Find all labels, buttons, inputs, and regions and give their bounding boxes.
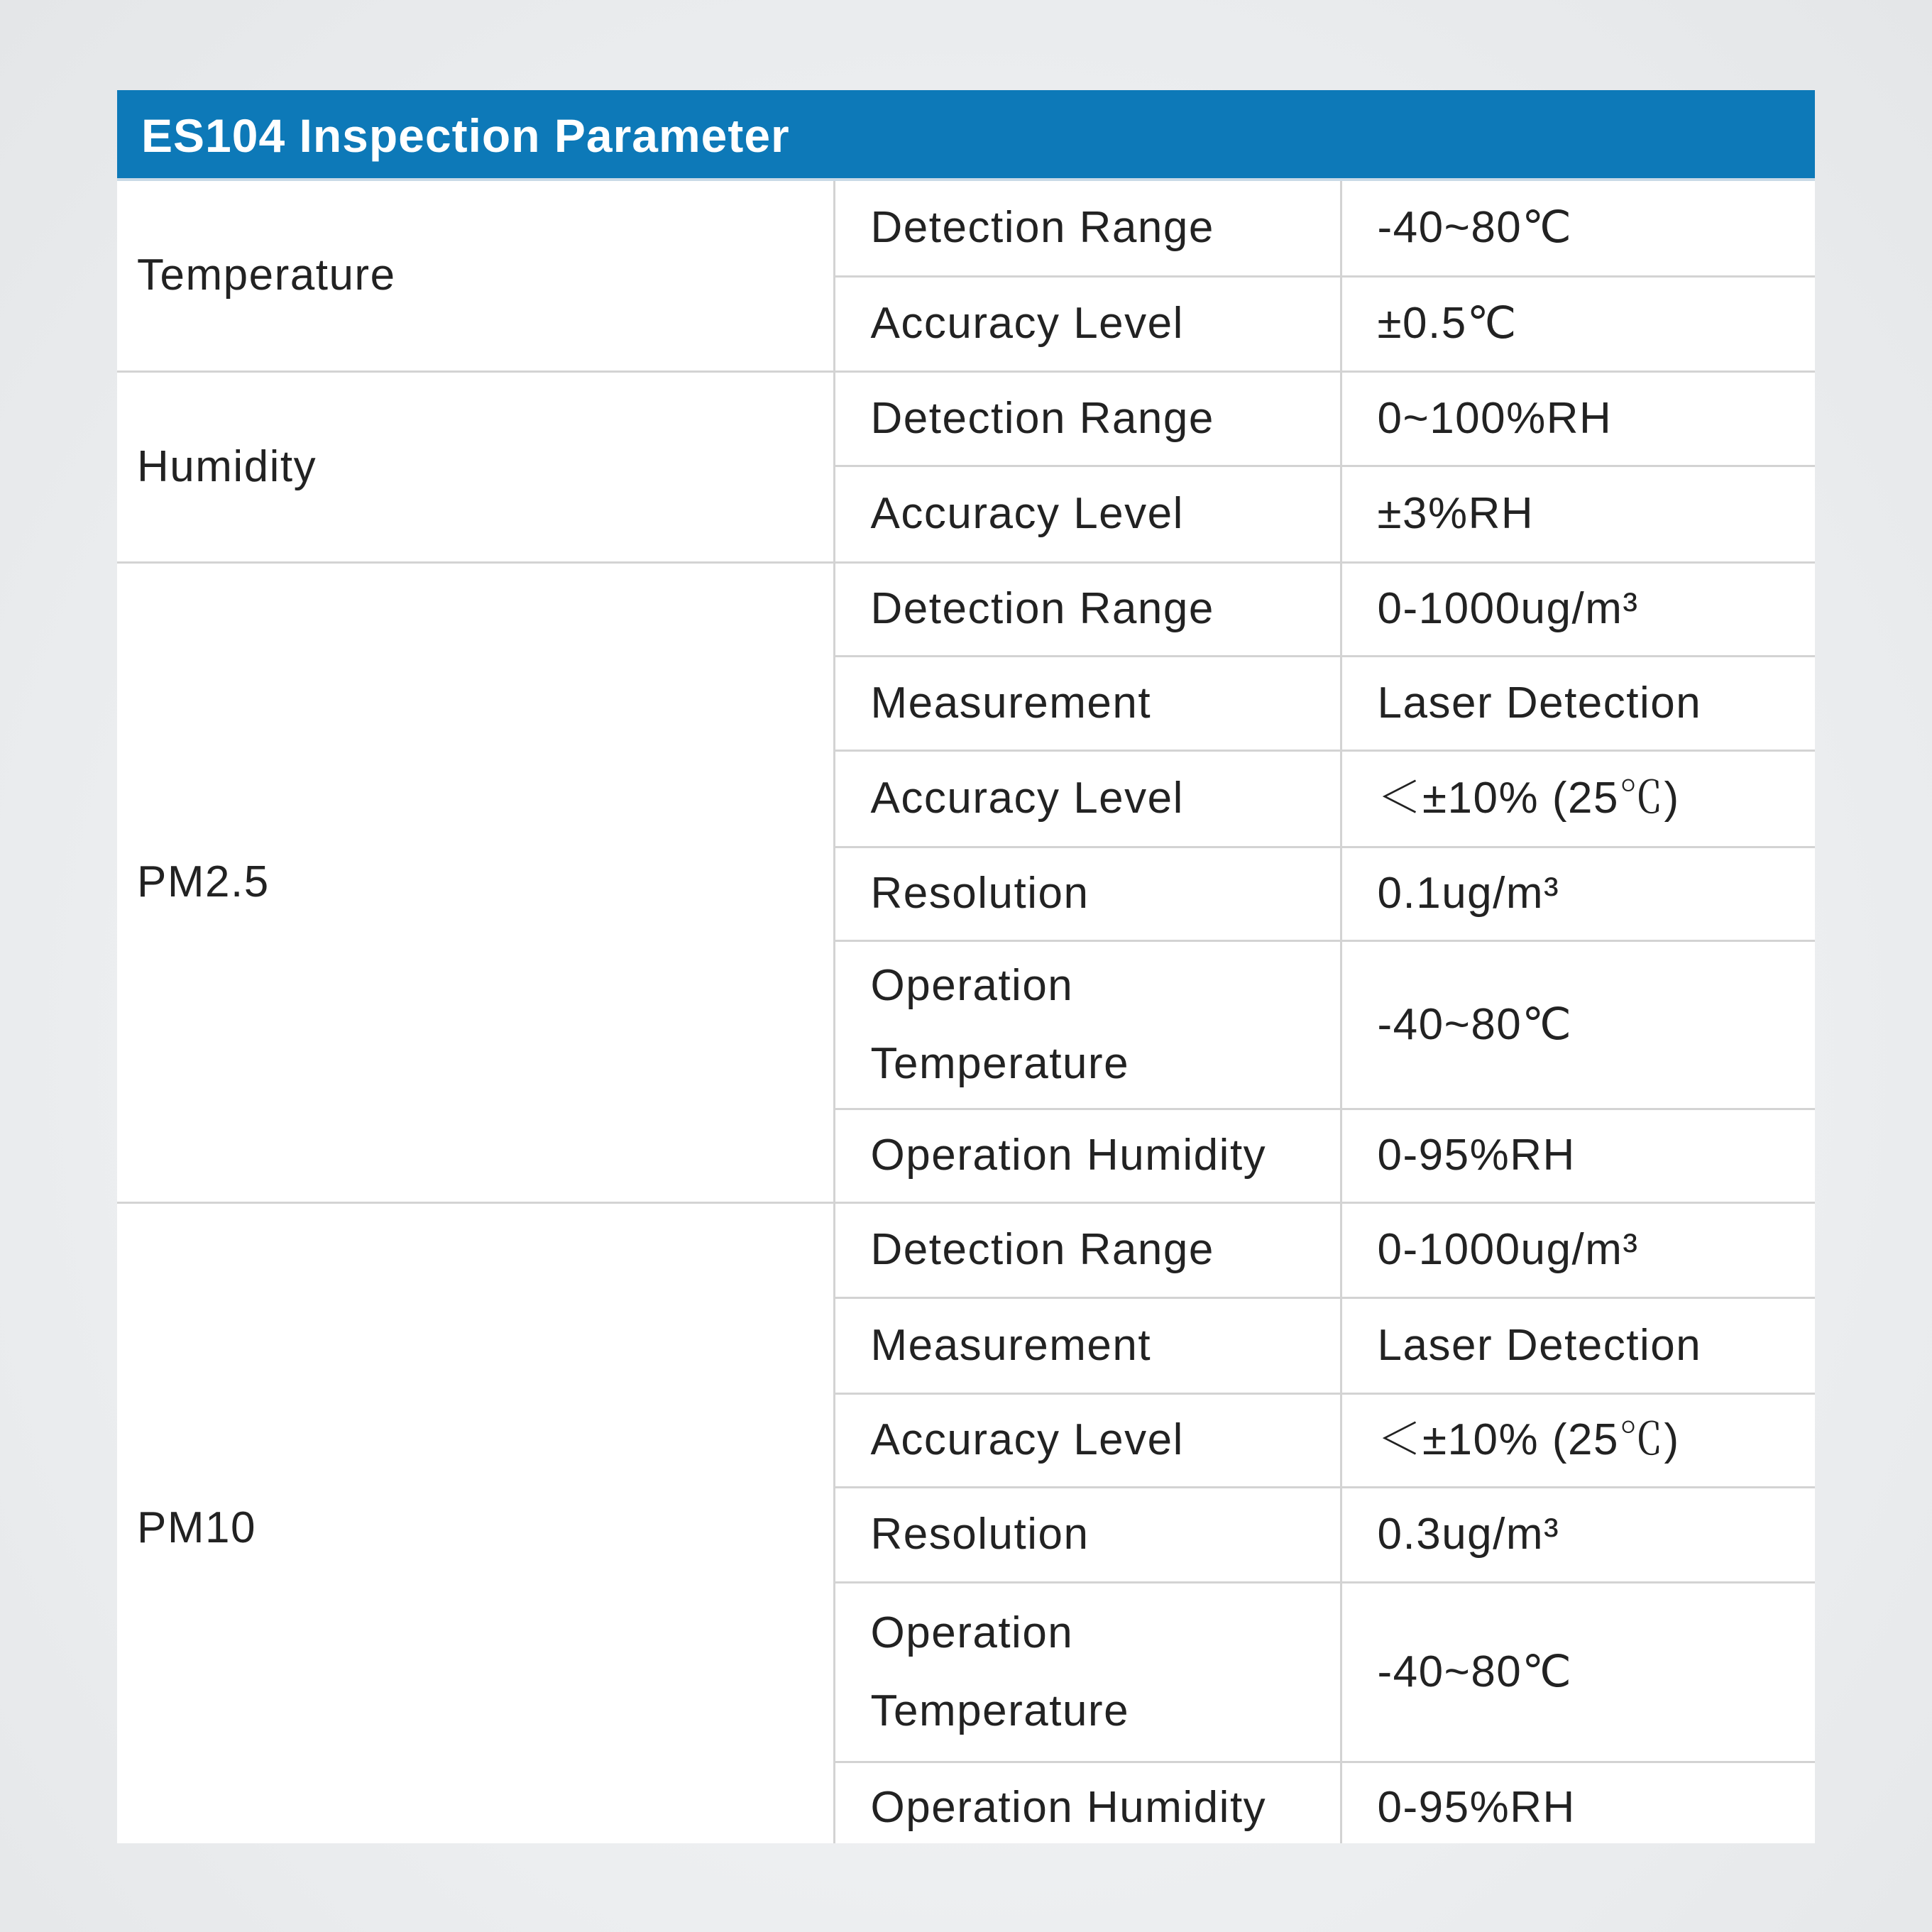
parameter-value: Laser Detection (1341, 1297, 1815, 1393)
table-title: ES104 Inspection Parameter (117, 90, 1815, 181)
parameter-value: -40~80℃ (1341, 940, 1815, 1109)
parameter-value: -40~80℃ (1341, 1582, 1815, 1762)
parameter-label: Detection Range (834, 181, 1341, 276)
parameter-value: ＜±10% (25℃) (1341, 750, 1815, 847)
parameter-value: 0-95%RH (1341, 1762, 1815, 1843)
table-row (117, 1202, 1815, 1297)
table-row (117, 181, 1815, 276)
parameter-value: 0.3ug/m³ (1341, 1487, 1815, 1582)
parameter-label: Measurement (834, 656, 1341, 750)
parameter-label: Accuracy Level (834, 276, 1341, 371)
parameter-value: 0~100%RH (1341, 371, 1815, 466)
parameter-value: Laser Detection (1341, 656, 1815, 750)
group-name: Temperature (117, 181, 834, 371)
table-row (117, 562, 1815, 656)
parameter-table (117, 181, 1815, 1843)
parameter-label: Resolution (834, 847, 1341, 940)
parameter-value: -40~80℃ (1341, 181, 1815, 276)
parameter-label: Detection Range (834, 562, 1341, 656)
parameter-value: 0-1000ug/m³ (1341, 562, 1815, 656)
parameter-value: ＜±10% (25℃) (1341, 1393, 1815, 1487)
parameter-label: Operation Humidity (834, 1762, 1341, 1843)
parameter-label: Operation Humidity (834, 1109, 1341, 1202)
parameter-label: Detection Range (834, 371, 1341, 466)
parameter-value: 0.1ug/m³ (1341, 847, 1815, 940)
parameter-label: Operation Temperature (834, 1582, 1341, 1762)
parameter-table-card (117, 90, 1815, 1843)
parameter-label: Accuracy Level (834, 750, 1341, 847)
parameter-label: Resolution (834, 1487, 1341, 1582)
parameter-value: ±3%RH (1341, 466, 1815, 562)
group-name: PM10 (117, 1202, 834, 1843)
parameter-value: 0-1000ug/m³ (1341, 1202, 1815, 1297)
parameter-value: 0-95%RH (1341, 1109, 1815, 1202)
parameter-label: Operation Temperature (834, 940, 1341, 1109)
parameter-label: Accuracy Level (834, 466, 1341, 562)
parameter-label: Detection Range (834, 1202, 1341, 1297)
table-row (117, 371, 1815, 466)
group-name: PM2.5 (117, 562, 834, 1202)
parameter-label: Measurement (834, 1297, 1341, 1393)
parameter-label: Accuracy Level (834, 1393, 1341, 1487)
parameter-value: ±0.5℃ (1341, 276, 1815, 371)
group-name: Humidity (117, 371, 834, 562)
